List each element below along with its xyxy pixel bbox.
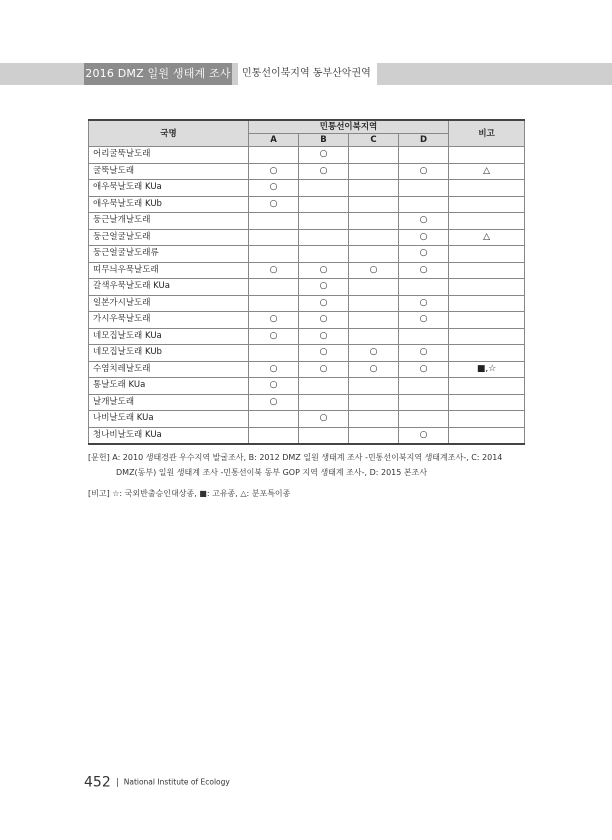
remark-cell [449,345,525,362]
table-row [89,246,525,263]
remark-cell [449,246,525,263]
table-row [89,378,525,395]
presence-cell-c [349,411,399,428]
remark-cell [449,312,525,329]
species-name-cell: 통날도래 KUa [89,378,249,395]
report-title: 2016 DMZ 일원 생태계 조사 [84,63,232,85]
presence-cell-d [399,378,449,395]
species-name-cell: 애우묵날도래 KUa [89,180,249,197]
species-name-cell: 어리굴뚝날도래 [89,147,249,164]
presence-cell-d: ○ [399,163,449,180]
table-row [89,312,525,329]
table-row [89,196,525,213]
species-table [88,119,525,445]
presence-cell-b [299,246,349,263]
table-row [89,411,525,428]
remark-cell: △ [449,163,525,180]
presence-cell-c [349,295,399,312]
remark-cell [449,378,525,395]
page-number: 452 [84,774,111,791]
presence-cell-a: ○ [249,262,299,279]
presence-cell-b: ○ [299,147,349,164]
presence-cell-b: ○ [299,361,349,378]
presence-cell-a: ○ [249,163,299,180]
table-row [89,147,525,164]
presence-cell-d: ○ [399,295,449,312]
presence-cell-c [349,246,399,263]
species-name-cell: 둥근날개날도래 [89,213,249,230]
table-row [89,279,525,296]
presence-cell-d: ○ [399,361,449,378]
presence-cell-b: ○ [299,411,349,428]
species-column-header: 국명 [89,120,249,147]
presence-cell-a [249,229,299,246]
presence-cell-c [349,394,399,411]
remark-cell [449,262,525,279]
remark-cell [449,279,525,296]
presence-cell-a: ○ [249,180,299,197]
species-name-cell: 애우묵날도래 KUb [89,196,249,213]
presence-cell-d: ○ [399,246,449,263]
species-name-cell: 수염치레날도래 [89,361,249,378]
presence-cell-b [299,180,349,197]
remark-cell [449,427,525,444]
presence-cell-a: ○ [249,394,299,411]
remark-cell [449,295,525,312]
table-row [89,361,525,378]
literature-note-line1: [문헌] A: 2010 생태경관 우수지역 발굴조사, B: 2012 DMZ 일원 생태계 조사 -민통선이북지역 생태계조사-, C: 2014 [88,453,503,462]
species-name-cell: 띠무늬우묵날도래 [89,262,249,279]
presence-cell-b [299,427,349,444]
notes [88,450,528,501]
remark-cell: ■,☆ [449,361,525,378]
table-row [89,229,525,246]
presence-cell-c: ○ [349,361,399,378]
presence-cell-d: ○ [399,213,449,230]
presence-cell-d [399,394,449,411]
section-title: 민통선이북지역 동부산악권역 [238,63,377,85]
remark-cell [449,328,525,345]
presence-cell-a [249,246,299,263]
region-group-header: 민통선이북지역 [249,120,449,134]
presence-cell-c [349,427,399,444]
presence-cell-b [299,213,349,230]
presence-cell-c [349,279,399,296]
presence-cell-d: ○ [399,262,449,279]
presence-cell-a [249,345,299,362]
presence-cell-a: ○ [249,361,299,378]
presence-cell-a: ○ [249,328,299,345]
footer-organization: National Institute of Ecology [123,777,230,787]
table-row [89,345,525,362]
presence-cell-d [399,180,449,197]
presence-cell-c [349,196,399,213]
page-footer [84,772,230,792]
species-name-cell: 갈색우묵날도래 KUa [89,279,249,296]
site-header-b: B [299,134,349,147]
species-name-cell: 네모집날도래 KUa [89,328,249,345]
presence-cell-c [349,180,399,197]
presence-cell-b: ○ [299,295,349,312]
species-name-cell: 나비날도래 KUa [89,411,249,428]
table-row [89,163,525,180]
remark-cell [449,213,525,230]
species-name-cell: 네모집날도래 KUb [89,345,249,362]
presence-cell-c [349,378,399,395]
table-row [89,180,525,197]
presence-cell-c [349,328,399,345]
presence-cell-c: ○ [349,345,399,362]
species-name-cell: 가시우묵날도래 [89,312,249,329]
presence-cell-a [249,213,299,230]
presence-cell-d [399,147,449,164]
presence-cell-a: ○ [249,196,299,213]
presence-cell-b: ○ [299,328,349,345]
footer-divider [117,778,118,787]
presence-cell-d [399,411,449,428]
presence-cell-d [399,196,449,213]
presence-cell-c: ○ [349,262,399,279]
table-row [89,427,525,444]
remark-cell: △ [449,229,525,246]
table-row [89,394,525,411]
species-name-cell: 청나비날도래 KUa [89,427,249,444]
presence-cell-a [249,427,299,444]
presence-cell-b: ○ [299,163,349,180]
presence-cell-a: ○ [249,378,299,395]
remark-cell [449,180,525,197]
presence-cell-c [349,147,399,164]
presence-cell-a [249,279,299,296]
table-row [89,295,525,312]
remark-cell [449,196,525,213]
presence-cell-b: ○ [299,312,349,329]
presence-cell-a: ○ [249,312,299,329]
presence-cell-a [249,147,299,164]
remark-column-header: 비고 [449,120,525,147]
species-name-cell: 날개날도래 [89,394,249,411]
species-name-cell: 둥근얼굴날도래 [89,229,249,246]
presence-cell-d: ○ [399,312,449,329]
presence-cell-b [299,394,349,411]
presence-cell-b [299,229,349,246]
presence-cell-d: ○ [399,229,449,246]
table-row [89,328,525,345]
presence-cell-b [299,196,349,213]
species-name-cell: 굴뚝날도래 [89,163,249,180]
presence-cell-d [399,328,449,345]
remark-cell [449,147,525,164]
site-header-d: D [399,134,449,147]
presence-cell-d: ○ [399,345,449,362]
species-name-cell: 둥근얼굴날도래류 [89,246,249,263]
presence-cell-d [399,279,449,296]
presence-cell-c [349,312,399,329]
presence-cell-c [349,163,399,180]
remark-cell [449,411,525,428]
presence-cell-b [299,378,349,395]
literature-note-line2: DMZ(동부) 일원 생태계 조사 -민통선이북 동부 GOP 지역 생태계 조사-, D: 2015 본조사 [116,468,428,477]
presence-cell-c [349,229,399,246]
remark-cell [449,394,525,411]
presence-cell-c [349,213,399,230]
presence-cell-b: ○ [299,279,349,296]
site-header-a: A [249,134,299,147]
site-header-c: C [349,134,399,147]
presence-cell-d: ○ [399,427,449,444]
species-name-cell: 일본가시날도래 [89,295,249,312]
remark-legend: [비고] ☆: 국외반출승인대상종, ■: 고유종, △: 분포특이종 [88,489,291,498]
table-row [89,213,525,230]
table-body [89,147,525,445]
presence-cell-b: ○ [299,262,349,279]
presence-cell-a [249,411,299,428]
presence-cell-a [249,295,299,312]
table-row [89,262,525,279]
presence-cell-b: ○ [299,345,349,362]
